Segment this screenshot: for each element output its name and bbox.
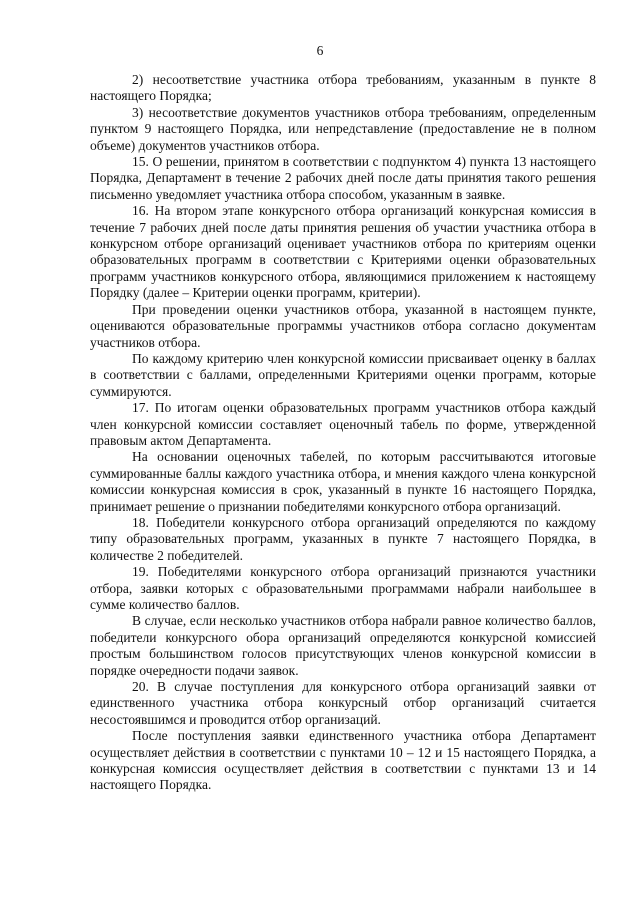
paragraph-clause-17-decision: На основании оценочных табелей, по которым рассчитываются итоговые суммированные баллы каждого участника отбора, и мнения каждого члена конкурсной комиссии конкурсная комиссия в срок, указанный в пункте 16 настоящего Порядка, принимает решение о признании победителями конкурсного отбора организаций. xyxy=(90,449,596,514)
paragraph-clause-15: 15. О решении, принятом в соответствии с подпунктом 4) пункта 13 настоящего Порядка, Департамент в течение 2 рабочих дней после даты принятия такого решения письменно уведомляет участника отбора способом, указанным в заявке. xyxy=(90,154,596,202)
paragraph-item-3: 3) несоответствие документов участников отбора требованиям, определенным пунктом 9 настоящего Порядка, или непредставление (предоставление не в полном объеме) документов участников отбора. xyxy=(90,104,596,153)
paragraph-clause-16-scoring: По каждому критерию член конкурсной комиссии присваивает оценку в баллах в соответствии с баллами, определенными Критериями оценки программ, которые суммируются. xyxy=(90,350,596,399)
paragraph-clause-20: 20. В случае поступления для конкурсного отбора организаций заявки от единственного участника отбора конкурсный отбор организаций считается несостоявшимся и проводится отбор организаций. xyxy=(90,679,596,727)
paragraph-clause-16-evaluation: При проведении оценки участников отбора, указанной в настоящем пункте, оцениваются образовательные программы участников отбора согласно документам участников отбора. xyxy=(90,301,596,350)
paragraph-clause-19-tie: В случае, если несколько участников отбора набрали равное количество баллов, победители конкурсного обора организаций определяются конкурсной комиссией простым большинством голосов присутствующих членов конкурсной комиссии в порядке очередности подачи заявок. xyxy=(90,613,596,678)
paragraph-clause-16: 16. На втором этапе конкурсного отбора организаций конкурсная комиссия в течение 7 рабочих дней после даты принятия решения об участии участника отбора в конкурсном отборе организаций оценивает участников отбора по критериям оценки образовательных программ в соответствии с Критериями оценки образовательных программ участников конкурсного отбора, являющимися приложением к настоящему Порядку (далее – Критерии оценки программ, критерии). xyxy=(90,203,596,301)
paragraph-item-2: 2) несоответствие участника отбора требованиям, указанным в пункте 8 настоящего Порядка; xyxy=(90,72,596,104)
paragraph-clause-17: 17. По итогам оценки образовательных программ участников отбора каждый член конкурсной комиссии составляет оценочный табель по форме, утвержденной правовым актом Департамента. xyxy=(90,400,596,448)
paragraph-clause-19: 19. Победителями конкурсного отбора организаций признаются участники отбора, заявки которых с образовательными программами набрали наибольшее в сумме количество баллов. xyxy=(90,564,596,612)
document-body xyxy=(90,72,596,794)
page-number: 6 xyxy=(316,43,324,58)
paragraph-clause-20-single: После поступления заявки единственного участника отбора Департамент осуществляет действия в соответствии с пунктами 10 – 12 и 15 настоящего Порядка, а конкурсная комиссия осуществляет действия в соответствии с пунктами 13 и 14 настоящего Порядка. xyxy=(90,728,596,793)
paragraph-clause-18: 18. Победители конкурсного отбора организаций определяются по каждому типу образовательных программ, указанных в пункте 7 настоящего Порядка, в количестве 2 победителей. xyxy=(90,514,596,563)
